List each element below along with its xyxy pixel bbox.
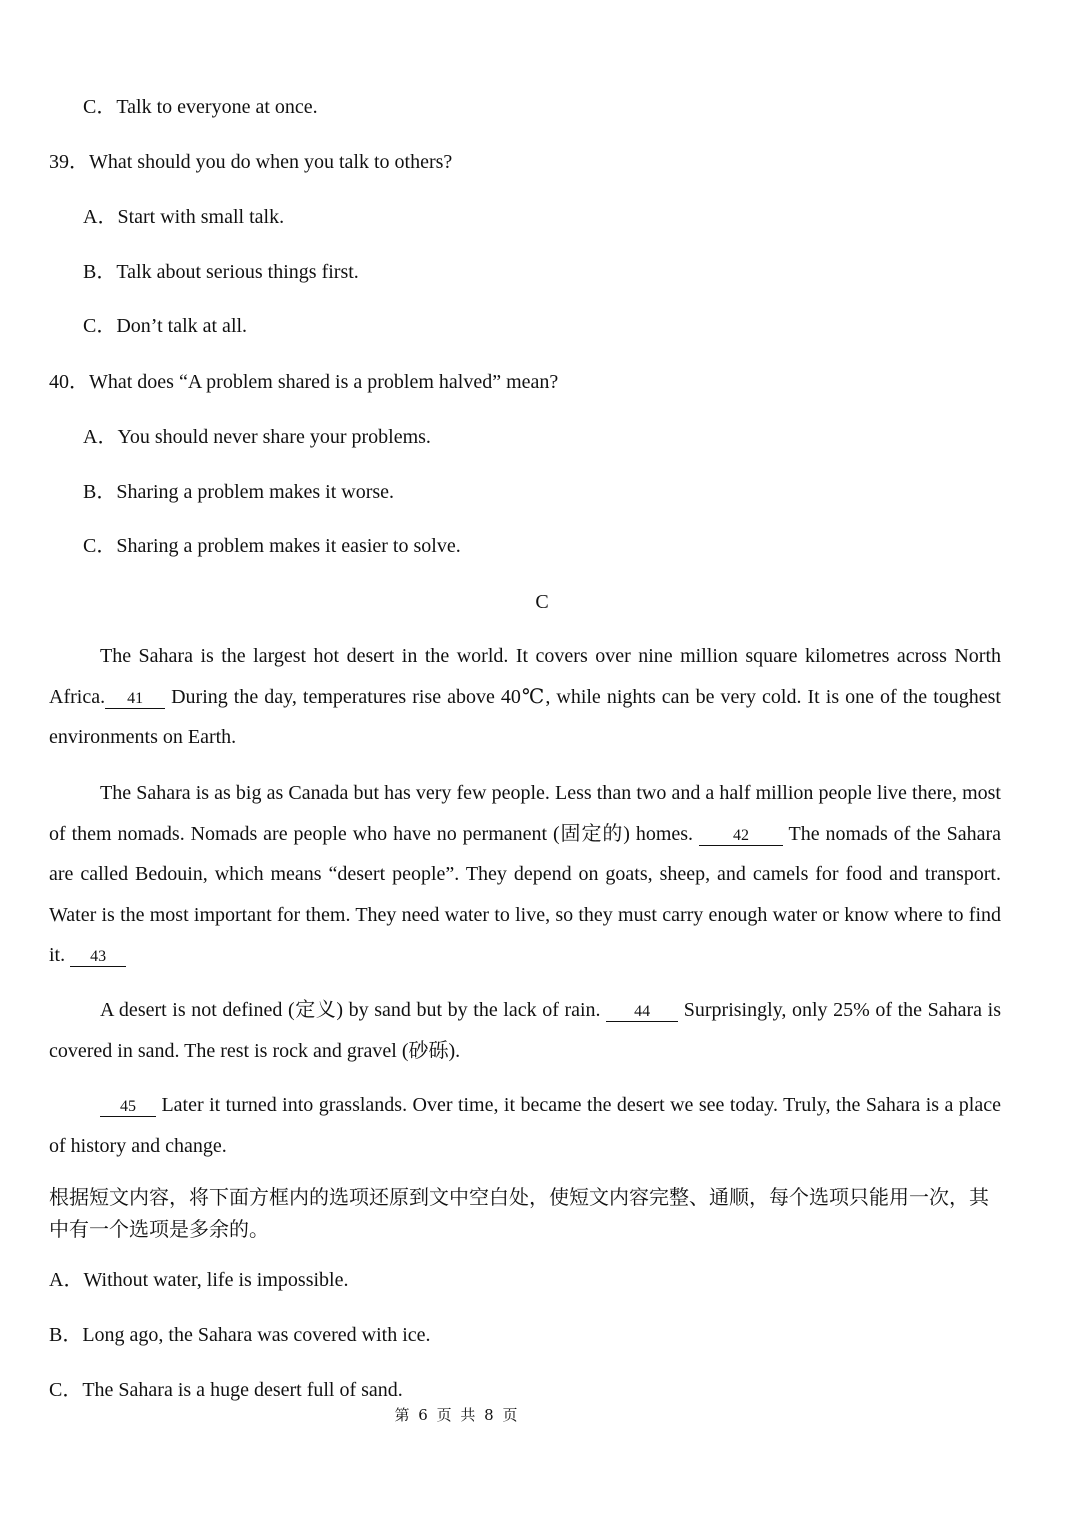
section-heading: C <box>535 591 549 613</box>
blank-43: 43 <box>70 948 126 967</box>
p2-text-1: The Sahara is as big as Canada but has very few people. Less than two and a half million people live there, most of them nomads. Nomads are people who have no permanent (固定的) homes. <box>49 782 1001 845</box>
instruction-text: 根据短文内容，将下面方框内的选项还原到文中空白处，使短文内容完整、通顺，每个选项只能用一次，其中有一个选项是多余的。 <box>49 1185 989 1241</box>
choice-option-c: C．The Sahara is a huge desert full of sand. <box>49 1379 403 1401</box>
blank-41: 41 <box>105 690 165 709</box>
page-footer: 第 6 页 共 8 页 <box>394 1406 520 1424</box>
q40-option-c: C．Sharing a problem makes it easier to solve. <box>83 535 461 557</box>
q40-option-a: A．You should never share your problems. <box>83 426 431 448</box>
q39-question: 39．What should you do when you talk to others? <box>49 151 453 173</box>
q40-question: 40．What does “A problem shared is a problem halved” mean? <box>49 371 559 393</box>
choice-option-b: B．Long ago, the Sahara was covered with ice. <box>49 1324 431 1346</box>
q38-option-c: C．Talk to everyone at once. <box>83 96 318 118</box>
passage-paragraph-1 <box>49 636 1001 758</box>
blank-42: 42 <box>699 827 783 846</box>
passage-paragraph-3 <box>49 990 1001 1071</box>
q39-option-b: B．Talk about serious things first. <box>83 261 359 283</box>
p1-text-2: During the day, temperatures rise above 40℃, while nights can be very cold. It is one of the toughest environments on Earth. <box>49 685 1001 748</box>
p3-text-2: Surprisingly, only 25% of the Sahara is covered in sand. The rest is rock and gravel (砂砾). <box>49 999 1001 1062</box>
blank-45: 45 <box>100 1098 156 1117</box>
blank-44: 44 <box>606 1003 678 1022</box>
choice-option-a: A．Without water, life is impossible. <box>49 1269 349 1291</box>
p2-text-2: The nomads of the Sahara are called Bedouin, which means “desert people”. They depend on goats, sheep, and camels for food and transport. Water is the most important for them. They need water to live, so they must carry enough water or know where to find it. <box>49 822 1001 966</box>
q39-option-a: A．Start with small talk. <box>83 206 285 228</box>
p1-text-1: The Sahara is the largest hot desert in the world. It covers over nine million square kilometres across North Africa. <box>49 645 1001 708</box>
passage-paragraph-4 <box>49 1085 1001 1166</box>
p3-text-1: A desert is not defined (定义) by sand but by the lack of rain. <box>100 999 607 1021</box>
p4-text: Later it turned into grasslands. Over time, it became the desert we see today. Truly, the Sahara is a place of history and change. <box>49 1094 1001 1157</box>
q39-option-c: C．Don’t talk at all. <box>83 315 248 337</box>
q40-option-b: B．Sharing a problem makes it worse. <box>83 481 395 503</box>
passage-paragraph-2 <box>49 773 1001 976</box>
